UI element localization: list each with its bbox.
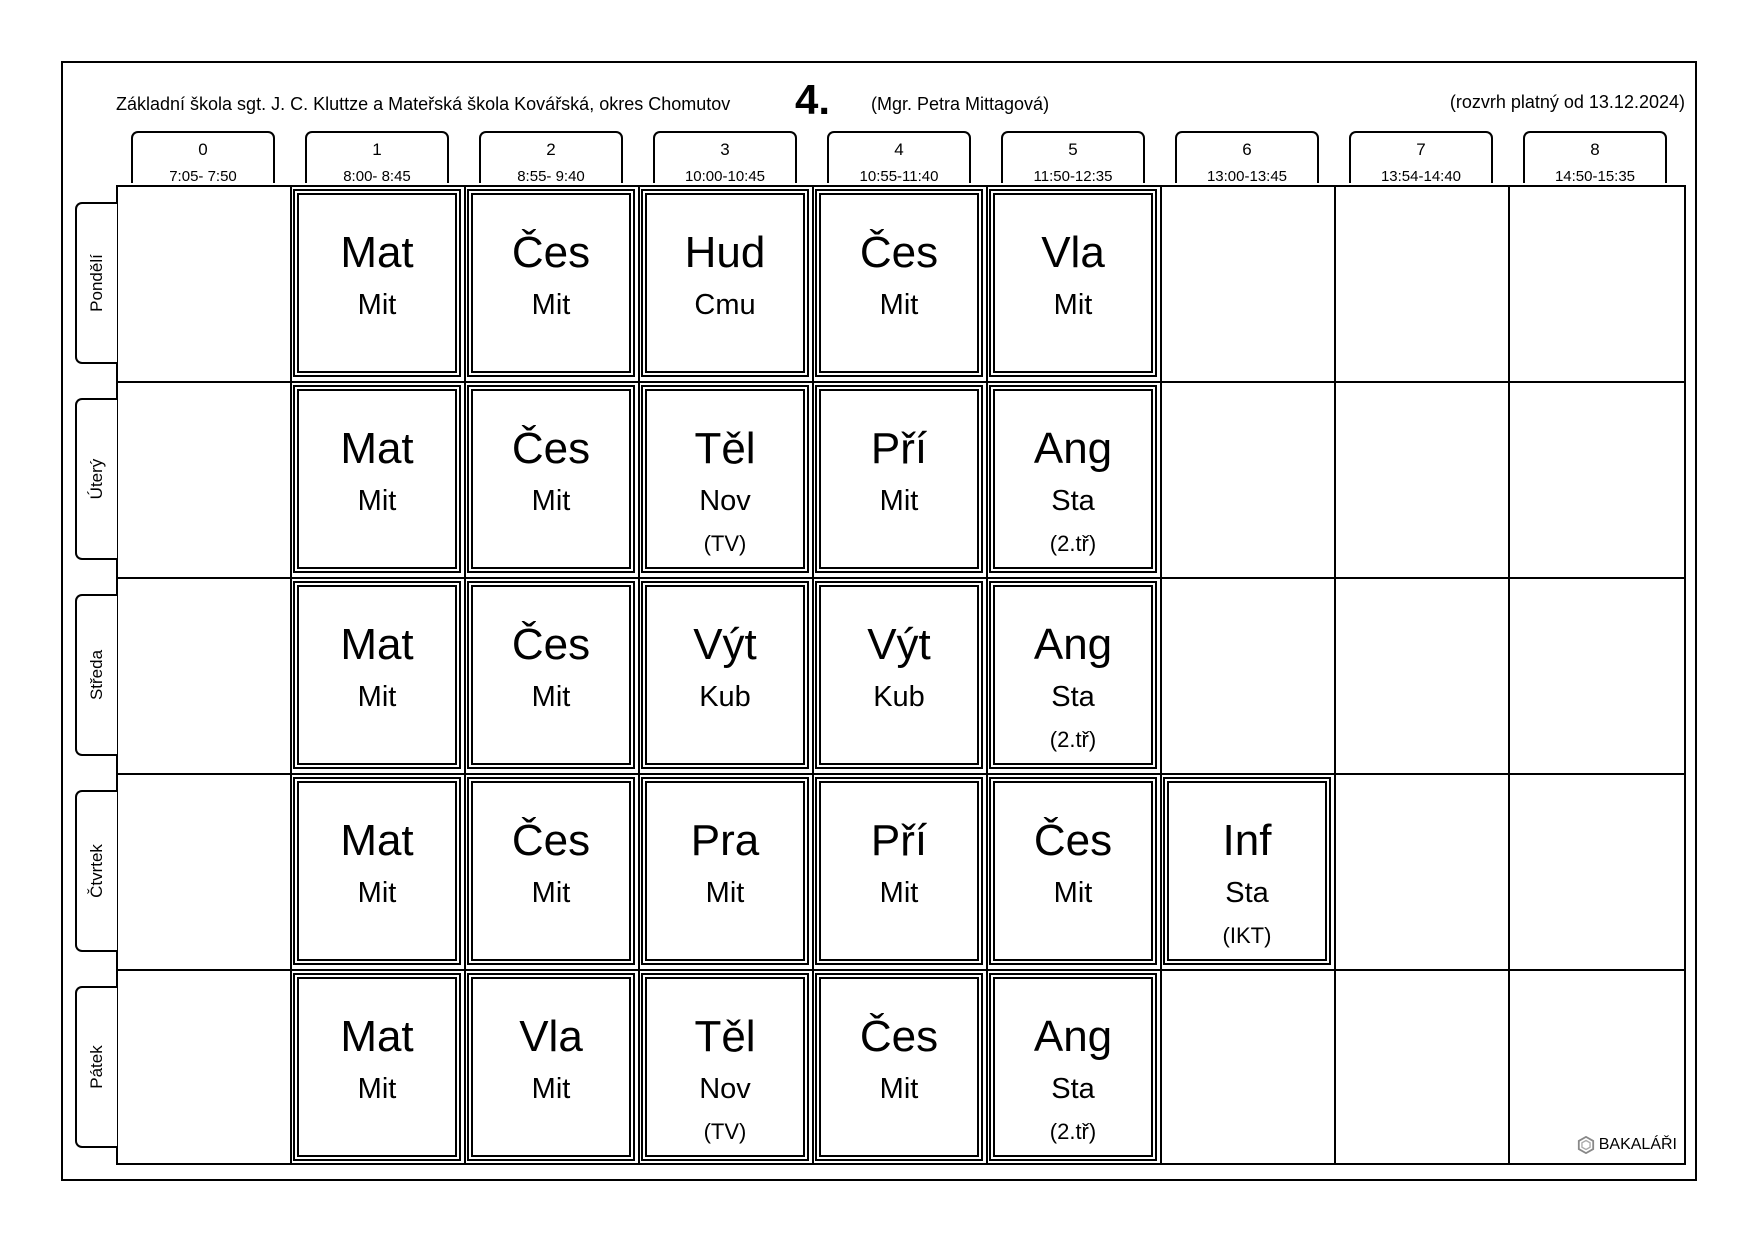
lesson-teacher: Sta bbox=[1225, 877, 1269, 909]
lesson-teacher: Mit bbox=[531, 485, 571, 517]
lesson-subject: Čes bbox=[859, 228, 939, 277]
lesson-subject: Čes bbox=[859, 1012, 939, 1061]
lesson-cell bbox=[467, 385, 635, 573]
lesson-subject: Vla bbox=[1041, 228, 1105, 277]
brand-name: BAKALÁŘI bbox=[1598, 1136, 1677, 1153]
period-tab-3 bbox=[653, 131, 797, 183]
lesson-subject: Výt bbox=[693, 620, 757, 669]
period-tab-6 bbox=[1175, 131, 1319, 183]
lesson-cell bbox=[815, 385, 983, 573]
day-tab bbox=[75, 790, 117, 952]
day-tab bbox=[75, 398, 117, 560]
lesson-teacher: Mit bbox=[879, 1073, 919, 1105]
lesson-teacher: Mit bbox=[1053, 877, 1093, 909]
lesson-cell bbox=[467, 581, 635, 769]
period-time: 8:55- 9:40 bbox=[517, 168, 585, 185]
lesson-subject: Mat bbox=[340, 620, 414, 669]
period-number: 4 bbox=[894, 140, 904, 159]
lesson-subject: Čes bbox=[511, 424, 591, 473]
grid-row-divider bbox=[116, 969, 1686, 971]
lesson-teacher: Mit bbox=[531, 877, 571, 909]
lesson-cell bbox=[815, 189, 983, 377]
lesson-subject: Mat bbox=[340, 1012, 414, 1061]
lesson-teacher: Mit bbox=[357, 877, 397, 909]
lesson-subject: Pra bbox=[690, 816, 760, 865]
lesson-teacher: Mit bbox=[879, 877, 919, 909]
lesson-cell bbox=[293, 973, 461, 1161]
lesson-teacher: Sta bbox=[1051, 485, 1095, 517]
lesson-subject: Těl bbox=[694, 424, 756, 473]
day-tab bbox=[75, 594, 117, 756]
grid-row-divider bbox=[116, 577, 1686, 579]
lesson-subject: Těl bbox=[694, 1012, 756, 1061]
hexagon-logo-icon bbox=[1577, 1136, 1595, 1154]
lesson-cell bbox=[815, 777, 983, 965]
lesson-teacher: Mit bbox=[531, 681, 571, 713]
day-tab bbox=[75, 986, 117, 1148]
day-name: Úterý bbox=[87, 458, 106, 500]
grid-column-divider bbox=[1334, 185, 1336, 1165]
lesson-teacher: Mit bbox=[879, 289, 919, 321]
grid-column-divider bbox=[290, 185, 292, 1165]
period-number: 5 bbox=[1068, 140, 1078, 159]
period-number: 0 bbox=[198, 140, 208, 159]
lesson-teacher: Mit bbox=[357, 485, 397, 517]
lesson-room: (2.tř) bbox=[1049, 1119, 1097, 1144]
lesson-subject: Ang bbox=[1033, 424, 1113, 473]
lesson-teacher: Mit bbox=[531, 1073, 571, 1105]
grid-column-divider bbox=[464, 185, 466, 1165]
lesson-teacher: Nov bbox=[699, 1073, 751, 1105]
school-name: Základní škola sgt. J. C. Kluttze a Mateřská škola Kovářská, okres Chomutov bbox=[116, 94, 731, 114]
grid-column-divider bbox=[1160, 185, 1162, 1165]
day-tab bbox=[75, 202, 117, 364]
lesson-subject: Čes bbox=[511, 816, 591, 865]
lesson-room: (2.tř) bbox=[1049, 531, 1097, 556]
period-number: 2 bbox=[546, 140, 556, 159]
valid-from: (rozvrh platný od 13.12.2024) bbox=[1449, 92, 1685, 112]
lesson-cell bbox=[989, 189, 1157, 377]
period-number: 7 bbox=[1416, 140, 1426, 159]
period-number: 6 bbox=[1242, 140, 1252, 159]
grid-row-divider bbox=[116, 381, 1686, 383]
brand bbox=[1577, 1136, 1677, 1154]
lesson-teacher: Mit bbox=[1053, 289, 1093, 321]
class-number: 4. bbox=[795, 76, 831, 123]
period-time: 13:00-13:45 bbox=[1206, 168, 1288, 185]
lesson-cell bbox=[641, 189, 809, 377]
grid-row-divider bbox=[116, 773, 1686, 775]
period-number: 8 bbox=[1590, 140, 1600, 159]
lesson-cell bbox=[815, 581, 983, 769]
lesson-teacher: Kub bbox=[873, 681, 925, 713]
period-time: 11:50-12:35 bbox=[1033, 168, 1113, 185]
period-time: 14:50-15:35 bbox=[1554, 168, 1636, 185]
lesson-cell bbox=[293, 385, 461, 573]
lesson-teacher: Mit bbox=[879, 485, 919, 517]
day-name: Čtvrtek bbox=[87, 844, 106, 898]
period-time: 8:00- 8:45 bbox=[343, 168, 411, 185]
lesson-cell bbox=[293, 581, 461, 769]
lesson-teacher: Mit bbox=[705, 877, 745, 909]
lesson-cell bbox=[989, 973, 1157, 1161]
lesson-teacher: Sta bbox=[1051, 681, 1095, 713]
day-name: Pátek bbox=[87, 1045, 106, 1089]
lesson-cell bbox=[467, 189, 635, 377]
lesson-subject: Inf bbox=[1222, 816, 1272, 865]
lesson-subject: Čes bbox=[511, 620, 591, 669]
lesson-cell bbox=[989, 581, 1157, 769]
lesson-room: (2.tř) bbox=[1049, 727, 1097, 752]
lesson-room: (TV) bbox=[703, 531, 747, 556]
lesson-subject: Mat bbox=[340, 816, 414, 865]
period-tab-8 bbox=[1523, 131, 1667, 183]
lesson-subject: Hud bbox=[684, 228, 766, 277]
lesson-subject: Čes bbox=[511, 228, 591, 277]
period-tab-4 bbox=[827, 131, 971, 183]
lesson-room: (TV) bbox=[703, 1119, 747, 1144]
lesson-cell bbox=[989, 777, 1157, 965]
period-number: 3 bbox=[720, 140, 730, 159]
lesson-cell bbox=[1163, 777, 1331, 965]
lesson-subject: Mat bbox=[340, 228, 414, 277]
lesson-cell bbox=[641, 777, 809, 965]
lesson-cell bbox=[467, 777, 635, 965]
lesson-subject: Mat bbox=[340, 424, 414, 473]
lesson-cell bbox=[815, 973, 983, 1161]
lesson-teacher: Mit bbox=[531, 289, 571, 321]
period-tab-0 bbox=[131, 131, 275, 183]
lesson-subject: Výt bbox=[867, 620, 931, 669]
period-time: 13:54-14:40 bbox=[1380, 168, 1462, 185]
lesson-teacher: Nov bbox=[699, 485, 751, 517]
lesson-cell bbox=[641, 385, 809, 573]
period-time: 10:00-10:45 bbox=[684, 168, 766, 185]
day-name: Středa bbox=[87, 649, 106, 701]
period-tab-7 bbox=[1349, 131, 1493, 183]
lesson-teacher: Mit bbox=[357, 681, 397, 713]
lesson-subject: Čes bbox=[1033, 816, 1113, 865]
lesson-room: (IKT) bbox=[1222, 923, 1272, 948]
period-time: 7:05- 7:50 bbox=[169, 168, 237, 185]
lesson-cell bbox=[641, 581, 809, 769]
period-number: 1 bbox=[372, 140, 382, 159]
grid-column-divider bbox=[986, 185, 988, 1165]
lesson-subject: Ang bbox=[1033, 1012, 1113, 1061]
lesson-teacher: Kub bbox=[699, 681, 751, 713]
lesson-subject: Vla bbox=[519, 1012, 583, 1061]
lesson-cell bbox=[293, 189, 461, 377]
lesson-teacher: Cmu bbox=[694, 289, 756, 321]
lesson-cell bbox=[641, 973, 809, 1161]
period-tab-5 bbox=[1001, 131, 1145, 183]
class-teacher: (Mgr. Petra Mittagová) bbox=[871, 94, 1050, 114]
lesson-teacher: Mit bbox=[357, 1073, 397, 1105]
period-time: 10:55-11:40 bbox=[859, 168, 939, 185]
period-tab-1 bbox=[305, 131, 449, 183]
lesson-cell bbox=[989, 385, 1157, 573]
grid-column-divider bbox=[638, 185, 640, 1165]
lesson-subject: Pří bbox=[870, 424, 928, 473]
day-name: Pondělí bbox=[87, 254, 106, 312]
grid-column-divider bbox=[812, 185, 814, 1165]
period-tab-2 bbox=[479, 131, 623, 183]
lesson-subject: Pří bbox=[870, 816, 928, 865]
grid-column-divider bbox=[1508, 185, 1510, 1165]
lesson-cell bbox=[467, 973, 635, 1161]
lesson-cell bbox=[293, 777, 461, 965]
lesson-teacher: Mit bbox=[357, 289, 397, 321]
lesson-teacher: Sta bbox=[1051, 1073, 1095, 1105]
lesson-subject: Ang bbox=[1033, 620, 1113, 669]
